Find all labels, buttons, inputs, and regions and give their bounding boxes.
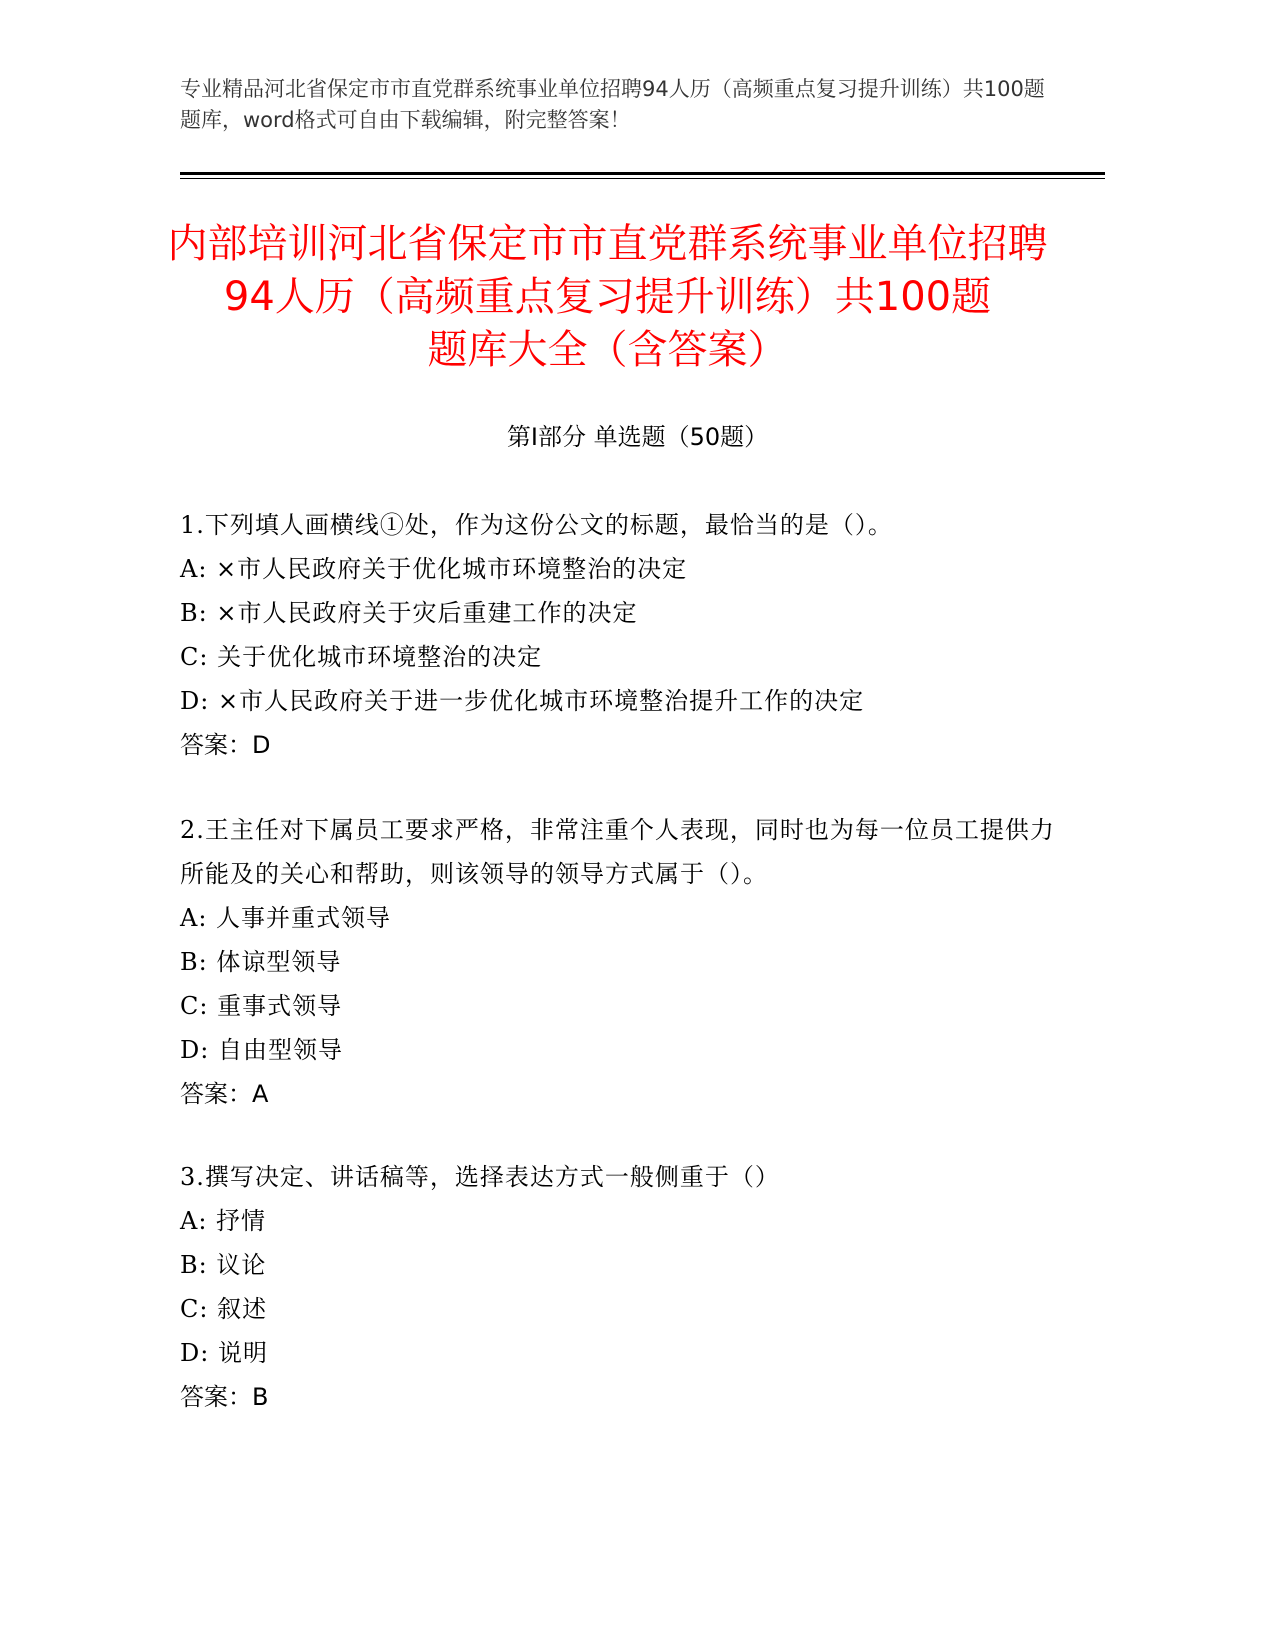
- option-b: B: 体谅型领导: [180, 948, 342, 976]
- option-d: D: 自由型领导: [180, 1036, 343, 1064]
- question-stem: 1.下列填人画横线①处，作为这份公文的标题，最恰当的是（）。: [180, 511, 893, 539]
- answer: 答案：D: [180, 731, 271, 759]
- option-a: A: 人事并重式领导: [180, 904, 392, 932]
- question-stem: 2.王主任对下属员工要求严格，非常注重个人表现，同时也为每一位员工提供力所能及的关心和帮助，则该领导的领导方式属于（）。: [180, 816, 1055, 888]
- question-1: [180, 503, 1060, 767]
- option-a: A: ×市人民政府关于优化城市环境整治的决定: [180, 555, 688, 583]
- option-c: C: 重事式领导: [180, 992, 343, 1020]
- question-stem: 3.撰写决定、讲话稿等，选择表达方式一般侧重于（）: [180, 1163, 780, 1191]
- section-title: 第Ⅰ部分 单选题（50题）: [506, 423, 769, 451]
- header-divider-thin: [180, 178, 1105, 179]
- answer: 答案：A: [180, 1080, 269, 1108]
- header-divider-thick: [180, 172, 1105, 175]
- question-3: [180, 1155, 1060, 1419]
- document-title: 内部培训河北省保定市市直党群系统事业单位招聘94人历（高频重点复习提升训练）共100题 题库大全（含答案）: [167, 221, 1112, 373]
- answer: 答案：B: [180, 1383, 269, 1411]
- option-d: D: 说明: [180, 1339, 268, 1367]
- page-header-note: 专业精品河北省保定市市直党群系统事业单位招聘94人历（高频重点复习提升训练）共100题 题库，word格式可自由下载编辑，附完整答案！: [180, 77, 1108, 132]
- option-c: C: 叙述: [180, 1295, 268, 1323]
- option-b: B: 议论: [180, 1251, 267, 1279]
- option-b: B: ×市人民政府关于灾后重建工作的决定: [180, 599, 638, 627]
- option-d: D: ×市人民政府关于进一步优化城市环境整治提升工作的决定: [180, 687, 865, 715]
- option-a: A: 抒情: [180, 1207, 267, 1235]
- option-c: C: 关于优化城市环境整治的决定: [180, 643, 543, 671]
- question-2: [180, 808, 1060, 1116]
